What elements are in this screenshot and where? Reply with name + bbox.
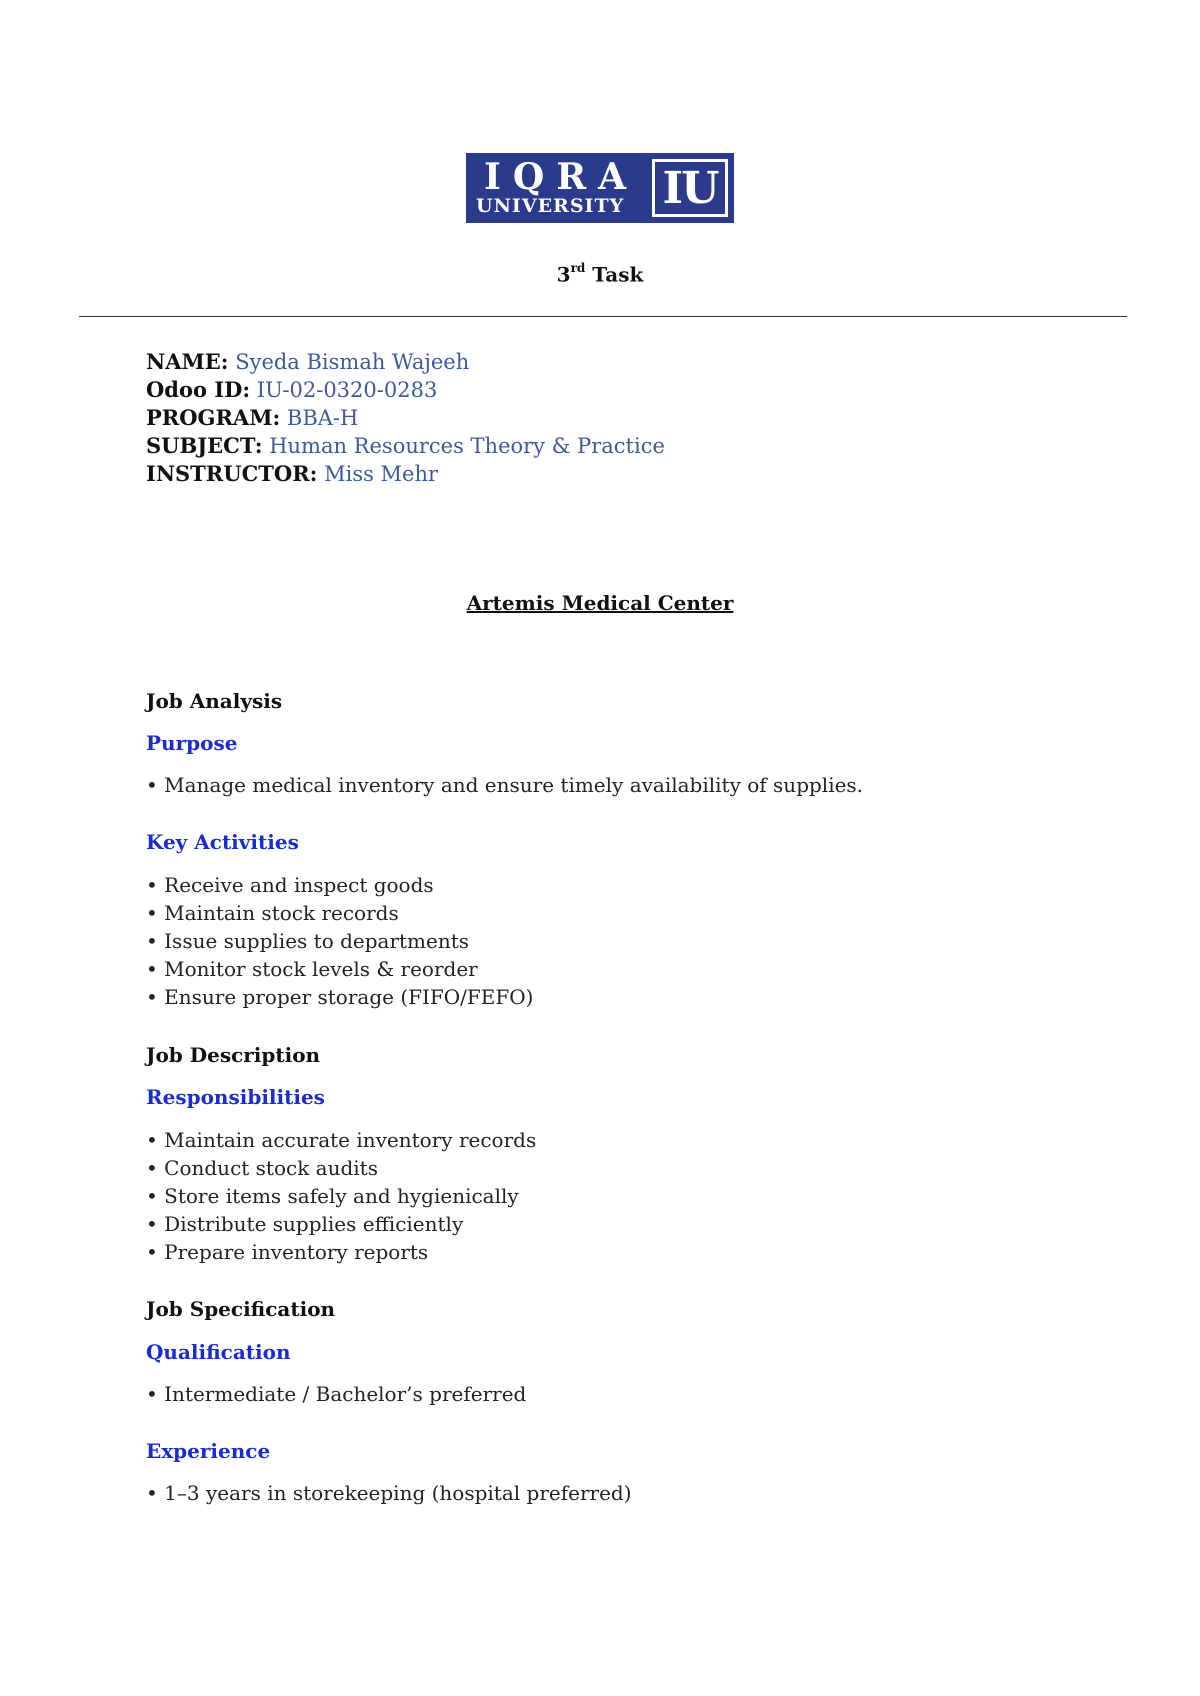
heading-responsibilities: Responsibilities (146, 1085, 325, 1109)
horizontal-divider (79, 316, 1127, 317)
info-instructor-line (146, 460, 665, 488)
list-item: • Ensure proper storage (FIFO/FEFO) (146, 983, 533, 1011)
subject-value: Human Resources Theory & Practice (269, 434, 665, 458)
list-responsibilities (146, 1126, 536, 1266)
logo-iu-mark: IU (652, 159, 728, 217)
task-number: 3 (556, 262, 571, 287)
task-ordinal-suffix: rd (570, 261, 586, 275)
odoo-id-value: IU-02-0320-0283 (256, 378, 438, 402)
instructor-label: INSTRUCTOR: (146, 461, 318, 486)
heading-job-description: Job Description (146, 1043, 321, 1067)
list-item: • Store items safely and hygienically (146, 1182, 536, 1210)
task-label: Task (592, 262, 644, 287)
subject-label: SUBJECT: (146, 433, 263, 458)
instructor-value: Miss Mehr (324, 462, 439, 486)
heading-experience: Experience (146, 1439, 271, 1463)
heading-job-analysis: Job Analysis (146, 689, 283, 713)
list-item: • Conduct stock audits (146, 1154, 536, 1182)
university-logo (466, 153, 734, 223)
heading-key-activities: Key Activities (146, 830, 299, 854)
name-value: Syeda Bismah Wajeeh (235, 350, 470, 374)
info-name-line (146, 348, 665, 376)
list-qualification (146, 1380, 526, 1408)
list-item: • Distribute supplies efficiently (146, 1210, 536, 1238)
list-key-activities (146, 871, 533, 1011)
name-label: NAME: (146, 349, 229, 374)
info-subject-line (146, 432, 665, 460)
heading-qualification: Qualification (146, 1340, 291, 1364)
info-program-line (146, 404, 665, 432)
logo-text-iqra: IQRA (484, 156, 639, 198)
list-item: • Monitor stock levels & reorder (146, 955, 533, 983)
list-item: • Maintain stock records (146, 899, 533, 927)
info-odoo-line (146, 376, 665, 404)
task-title (0, 256, 1200, 289)
heading-job-specification: Job Specification (146, 1297, 336, 1321)
list-item: • 1–3 years in storekeeping (hospital preferred) (146, 1479, 632, 1507)
list-purpose (146, 771, 863, 799)
heading-purpose: Purpose (146, 731, 238, 755)
student-info-block (146, 348, 665, 488)
logo-text-university: UNIVERSITY (476, 195, 625, 217)
list-experience (146, 1479, 632, 1507)
list-item: • Intermediate / Bachelor’s preferred (146, 1380, 526, 1408)
list-item: • Issue supplies to departments (146, 927, 533, 955)
list-item: • Manage medical inventory and ensure timely availability of supplies. (146, 771, 863, 799)
program-value: BBA-H (286, 406, 359, 430)
list-item: • Prepare inventory reports (146, 1238, 536, 1266)
list-item: • Receive and inspect goods (146, 871, 533, 899)
list-item: • Maintain accurate inventory records (146, 1126, 536, 1154)
document-title: Artemis Medical Center (466, 591, 734, 615)
program-label: PROGRAM: (146, 405, 281, 430)
odoo-id-label: Odoo ID: (146, 377, 251, 402)
